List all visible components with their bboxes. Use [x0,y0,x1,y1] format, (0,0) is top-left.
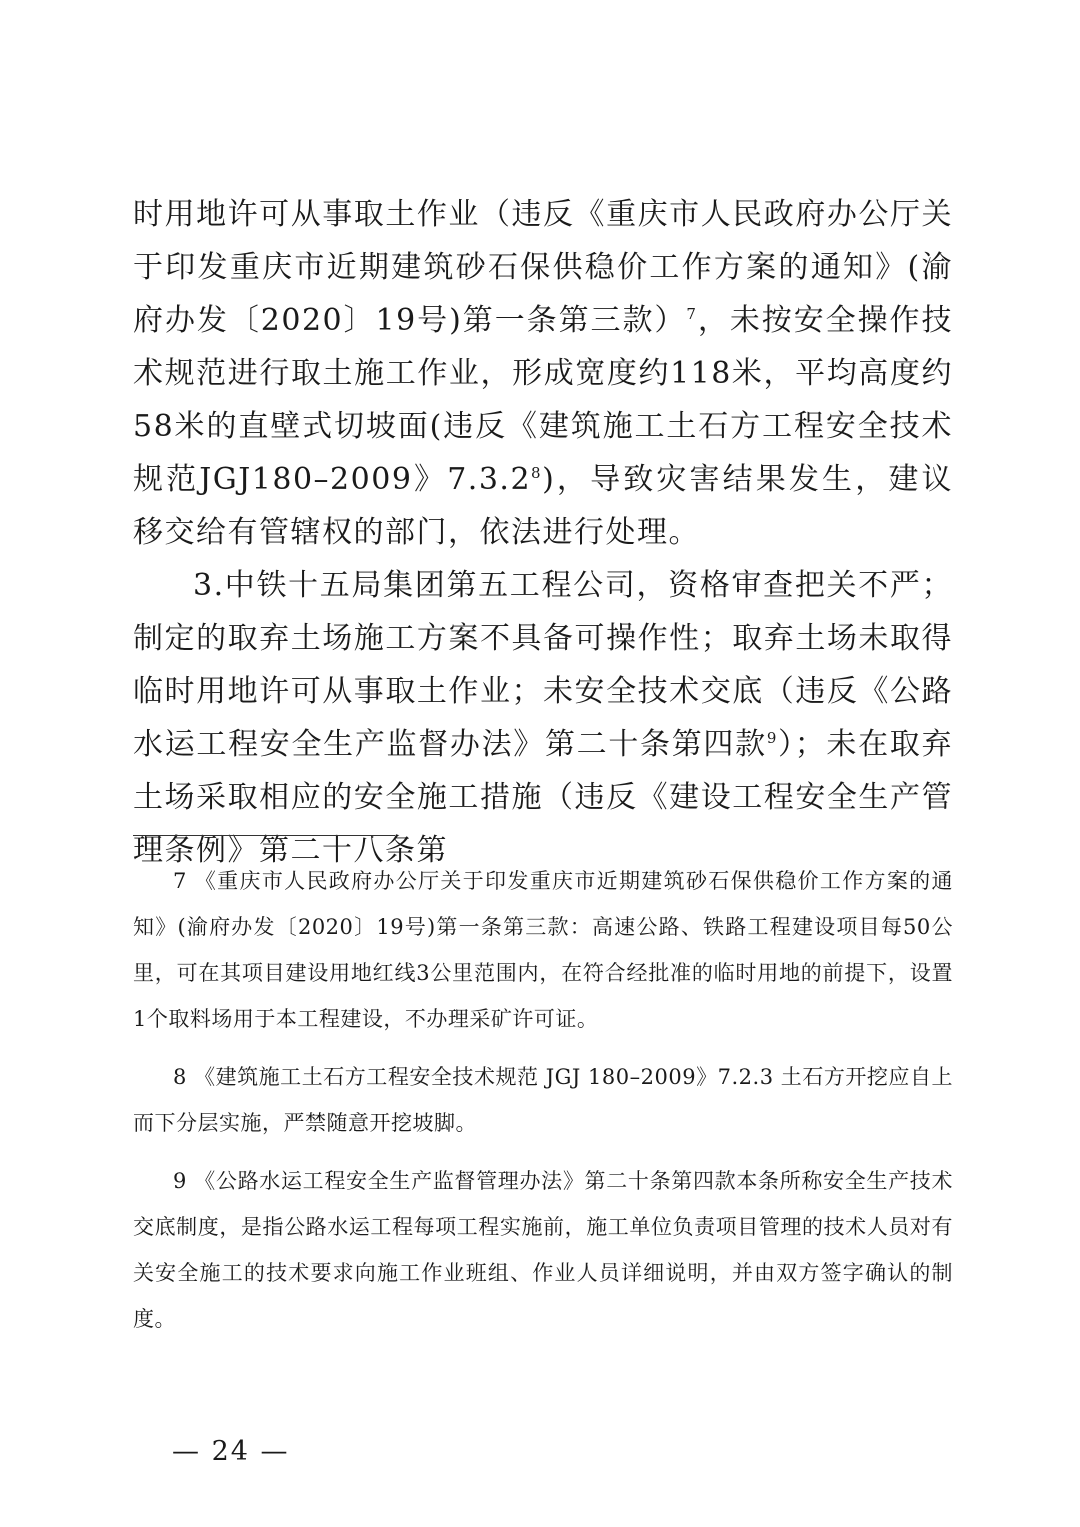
paragraph-1-text-before: 时用地许可从事取土作业（违反《重庆市人民政府办公厅关于印发重庆市近期建筑砂石保供稳价工作方案的通知》(渝府办发〔2020〕19号)第一条第三款） [133,197,953,338]
paragraph-1-text-after: )，导致灾害结果发生，建议移交给有管辖权的部门，依法进行处理。 [133,462,953,550]
footnote-divider [133,835,395,836]
footnote-ref-7[interactable]: 7 [686,305,698,323]
footnote-ref-9[interactable]: 9 [766,729,778,747]
footnotes [133,858,953,1354]
body-text [133,188,953,877]
paragraph-2-text-before: 3.中铁十五局集团第五工程公司，资格审查把关不严；制定的取弃土场施工方案不具备可操作性；取弃土场未取得临时用地许可从事取土作业；未安全技术交底（违反《公路水运工程安全生产监督办法》第二十条第四款 [133,568,953,762]
page-number: — 24 — [172,1436,290,1467]
paragraph-1 [133,188,953,559]
paragraph-2 [133,559,953,877]
paragraph-1-text-mid: ，未按安全操作技术规范进行取土施工作业，形成宽度约118米，平均高度约58米的直壁式切坡面(违反《建筑施工土石方工程安全技术规范JGJ180–2009》7.3.2 [133,303,953,497]
footnote-9: 9 《公路水运工程安全生产监督管理办法》第二十条第四款本条所称安全生产技术交底制度，是指公路水运工程每项工程实施前，施工单位负责项目管理的技术人员对有关安全施工的技术要求向施工作业班组、作业人员详细说明，并由双方签字确认的制度。 [133,1169,953,1331]
paragraph-2-text-after: ）；未在取弃土场采取相应的安全施工措施（违反《建设工程安全生产管理条例》第二十八条第 [133,727,954,868]
footnote-7: 7 《重庆市人民政府办公厅关于印发重庆市近期建筑砂石保供稳价工作方案的通知》(渝府办发〔2020〕19号)第一条第三款：高速公路、铁路工程建设项目每50公里，可在其项目建设用地红线3公里范围内，在符合经批准的临时用地的前提下，设置1个取料场用于本工程建设，不办理采矿许可证。 [133,869,953,1031]
footnote-8: 8 《建筑施工土石方工程安全技术规范 JGJ 180–2009》7.2.3 土石方开挖应自上而下分层实施，严禁随意开挖坡脚。 [133,1065,953,1135]
footnote-ref-8[interactable]: 8 [531,464,543,482]
